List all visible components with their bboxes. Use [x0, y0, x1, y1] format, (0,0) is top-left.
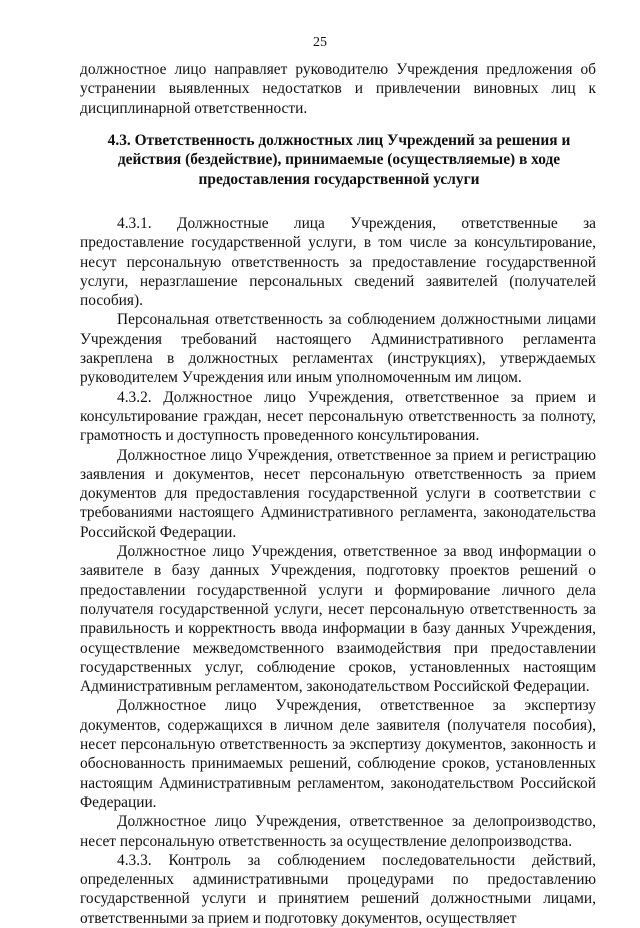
section-heading: 4.3. Ответственность должностных лиц Учреждений за решения и действия (бездействие), принимаемые (осуществляемые) в ходе предоставления государственной услуги — [107, 132, 571, 188]
paragraph-4-3-3: 4.3.3. Контроль за соблюдением последовательности действий, определенных административными процедурами по предоставлению государственной услуги и принятием решений должностными лицами, ответственными за прием и подготовку документов, осуществляет — [80, 851, 596, 927]
paragraph-4-3-1: 4.3.1. Должностные лица Учреждения, ответственные за предоставление государственной услуги, в том числе за консультирование, несут персональную ответственность за предоставление государственной услуги, неразглашение персональных сведений заявителей (получателей пособия). — [80, 215, 596, 310]
paragraph-records: Должностное лицо Учреждения, ответственное за делопроизводство, несет персональную ответственность за осуществление делопроизводства. — [80, 813, 596, 850]
paragraph-data-entry: Должностное лицо Учреждения, ответственное за ввод информации о заявителе в базу данных Учреждения, подготовку проектов решений о предоставлении государственной услуги и формирование личного дела получателя государственной услуги, несет персональную ответственность за правильность и корректность ввода информации в базу данных Учреждения, осуществление межведомственного взаимодействия при предоставлении государственных услуг, соблюдение сроков, установленных настоящим Административным регламентом, законодательством Российской Федерации. — [80, 543, 596, 696]
page-number: 25 — [313, 35, 327, 50]
paragraph-personal-responsibility: Персональная ответственность за соблюдением должностными лицами Учреждения требований настоящего Административного регламента закреплена в должностных регламентах (инструкциях), утверждаемых руководителем Учреждения или иным уполномоченным им лицом. — [80, 311, 596, 387]
intro-paragraph: должностное лицо направляет руководителю Учреждения предложения об устранении выявленных недостатков и привлечении виновных лиц к дисциплинарной ответственности. — [80, 61, 596, 117]
paragraph-4-3-2: 4.3.2. Должностное лицо Учреждения, ответственное за прием и консультирование граждан, несет персональную ответственность за полноту, грамотность и доступность проведенного консультирования. — [80, 388, 596, 445]
paragraph-registration: Должностное лицо Учреждения, ответственное за прием и регистрацию заявления и документов, несет персональную ответственность за прием документов для предоставления государственной услуги в соответствии с требованиями настоящего Административного регламента, законодательства Российской Федерации. — [80, 446, 596, 541]
intro-paragraph-block — [80, 60, 596, 118]
paragraph-expertise: Должностное лицо Учреждения, ответственное за экспертизу документов, содержащихся в личном деле заявителя (получателя пособия), несет персональную ответственность за экспертизу документов, законность и обоснованность принимаемых решений, соблюдение сроков, установленных настоящим Административным регламентом, законодательством Российской Федерации. — [80, 697, 596, 811]
section-body — [80, 214, 596, 928]
